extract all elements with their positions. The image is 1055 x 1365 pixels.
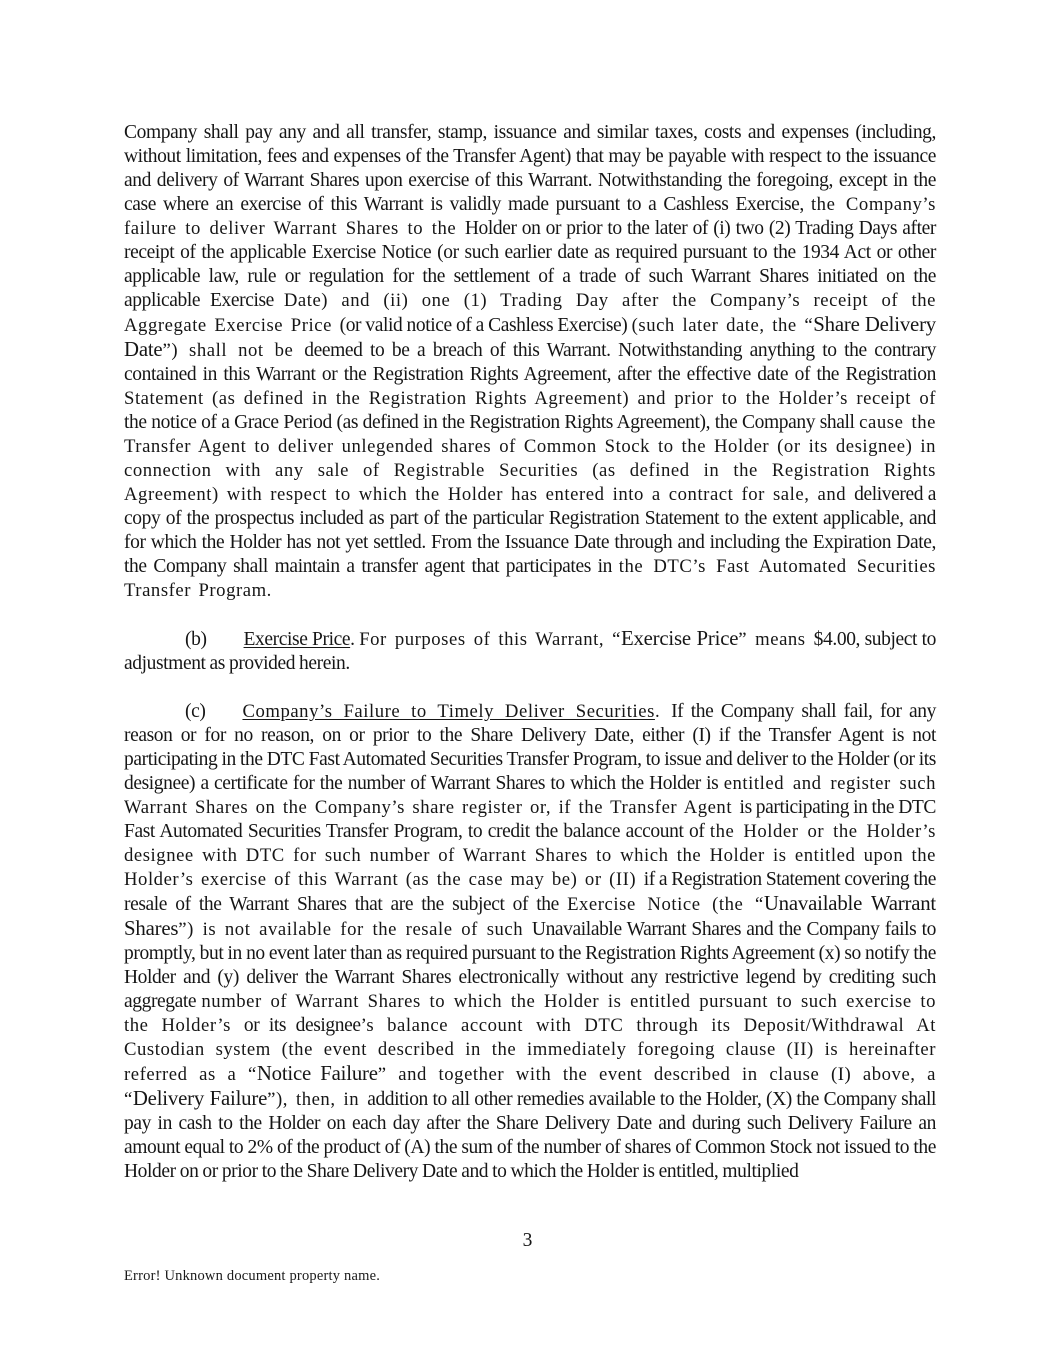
text-run: if a Registration Statement covering the resale of the Warrant Shares that are the subject of the bbox=[124, 869, 936, 915]
text-run: $4.00, subject to adjustment as provided herein. bbox=[124, 629, 936, 674]
text-run: the notice of a Grace Period (as defined in the Registration Rights Agreement), the Company shall bbox=[124, 412, 860, 433]
text-run: (or valid notice of a Cashless Exercise) bbox=[339, 315, 632, 336]
text-run: addition to all other remedies available to the Holder, (X) the Company shall pay in cash to the Holder on each day after the Share Delivery Date and during such Delivery Failure an amount equal to 2% of the product of (A) the sum of the number of shares of Common Stock not issued to the Holder on or prior to the Share Delivery Date and to which the Holder is entitled, multiplied bbox=[124, 1089, 936, 1182]
text-run: Exercise Price bbox=[243, 629, 351, 650]
text-run: ”) shall not be bbox=[162, 340, 305, 361]
text-run: . bbox=[654, 701, 672, 722]
text-run: entitled and register such Warrant Shares on the Company’s share register or, if the Transfer Agent bbox=[124, 773, 936, 818]
paragraph-c-failure-to-timely-deliver bbox=[124, 700, 936, 1184]
text-run: ” and together with the event described in clause (I) above, a “ bbox=[124, 1064, 936, 1110]
text-run: the DTC’s Fast Automated Securities Transfer Program. bbox=[124, 556, 936, 601]
text-run: For purposes of this Warrant, “ bbox=[359, 629, 621, 650]
text-run: number of Warrant Shares to which the Holder is entitled pursuant to such exercise to the Holder’s bbox=[124, 991, 936, 1036]
text-run: Holder on or prior to the later of (i) two (2) Trading Days after receipt of the applicable Exercise Notice (or such earlier date as required pursuant to the 1934 Act or other applicable law, rule or regulation for the settlement of a trade of such Warrant Shares initiated on the applicable Exercise bbox=[124, 218, 936, 311]
text-run: ” means bbox=[738, 629, 814, 650]
text-run: Company shall pay any and all transfer, stamp, issuance and similar taxes, costs and expenses (including, without limitation, fees and expenses of the Transfer Agent) that may be payable with respect to the issuance and delivery of Warrant Shares upon exercise of this Warrant. Notwithstanding the foregoing, except in the case where an exercise of this Warrant is validly made pursuant to a Cashless Exercise, bbox=[124, 122, 936, 215]
text-run: If the Company shall fail, for any reason or for no reason, on or prior to the Share Delivery Date, either (I) if the Transfer Agent is not participating in the DTC Fast Automated Securities Transfer Program, to issue and deliver to the Holder (or its designee) a certificate for the number of Warrant Shares to which the Holder is bbox=[124, 701, 936, 794]
text-run: Exercise Notice (the “ bbox=[567, 894, 764, 915]
text-run: (c) bbox=[185, 701, 206, 722]
text-run: is participating in the DTC Fast Automated Securities Transfer Program, to credit the balance account of bbox=[124, 797, 936, 842]
defined-term: Delivery Failure bbox=[132, 1087, 268, 1110]
text-run: Date) and (ii) one (1) Trading Day after the Company’s receipt of the Aggregate Exercise Price bbox=[124, 290, 936, 336]
text-run: . bbox=[350, 629, 360, 650]
defined-term: Notice Failure bbox=[256, 1062, 378, 1085]
footer-field-error-text: Error! Unknown document property name. bbox=[124, 1268, 381, 1284]
text-run: or its designee bbox=[243, 1015, 361, 1036]
text-run: cause the Transfer Agent to deliver unlegended shares of Common Stock to the Holder (or its designee) in connection with any sale of Registrable Securities (as defined in the Registration Rights Agreement) with respect to which the Holder has entered into a contract for sale, and bbox=[124, 412, 936, 505]
defined-term: Unavailable Warrant Shares bbox=[124, 892, 936, 940]
text-run: the Holder or the Holder’s designee with DTC for such number of Warrant Shares to which the Holder is entitled upon the Holder’s exercise of this Warrant (as the case may be) or (II) bbox=[124, 821, 936, 890]
text-run: ’s balance account with DTC through its Deposit/Withdrawal At Custodian system (the event described in the immediately foregoing clause (II) is hereinafter referred as a “ bbox=[124, 1015, 937, 1085]
text-run: ”), then, in bbox=[267, 1089, 368, 1110]
text-run: Unavailable Warrant Shares and the Company fails to promptly, but in no event later than as required pursuant to the Registration Rights Agreement (x) so notify the Holder and (y) deliver the Warrant Shares electronically without any restrictive legend by crediting such aggregate bbox=[124, 919, 937, 1012]
document-body bbox=[124, 121, 936, 1184]
page-number: 3 bbox=[522, 1230, 533, 1251]
text-run: (such later date, the “ bbox=[631, 315, 814, 336]
text-run: deemed to be a breach of this Warrant. Notwithstanding anything to the contrary contained in this Warrant or the Registration Rights Agreement, after the effective date of the Registration bbox=[124, 340, 936, 385]
text-run: Company’s Failure to Timely Deliver Securities bbox=[242, 701, 655, 722]
paragraph-transfer-taxes-and-share-delivery bbox=[124, 121, 936, 603]
text-run: (b) bbox=[185, 629, 207, 650]
text-run: ”) is not available for the resale of such bbox=[178, 919, 532, 940]
defined-term: Share Delivery Date bbox=[124, 313, 936, 361]
text-run: delivered a copy of the prospectus included as part of the particular Registration Statement to the extent applicable, and for which the Holder has not yet settled. From the Issuance Date through and including the Expiration Date, the Company shall maintain a transfer agent that participates in bbox=[124, 484, 936, 577]
text-run: the Company’s failure to deliver Warrant Shares to the bbox=[124, 194, 936, 239]
paragraph-b-exercise-price bbox=[124, 627, 936, 676]
text-run: Statement (as defined in the Registration Rights Agreement) and prior to the Holder’s receipt of bbox=[124, 388, 936, 409]
defined-term: Exercise Price bbox=[620, 627, 739, 650]
